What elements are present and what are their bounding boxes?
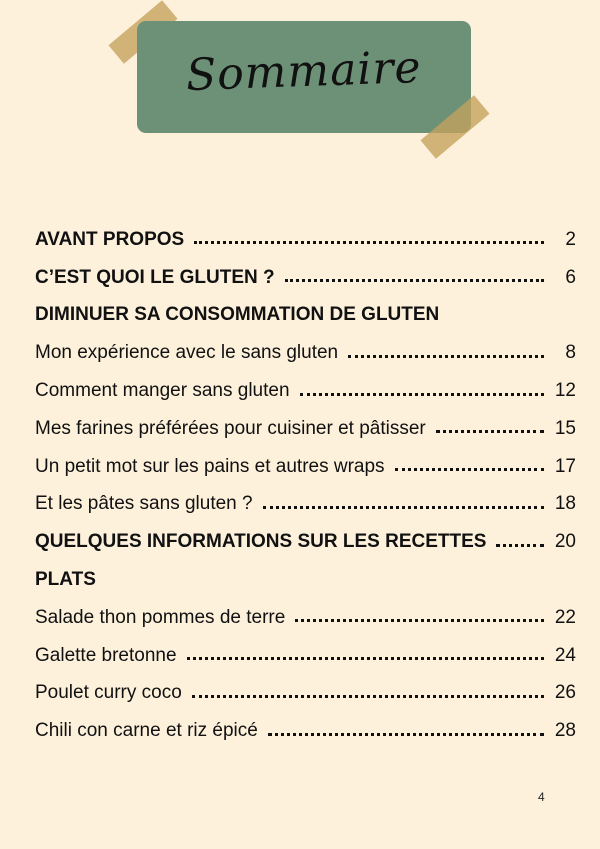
- toc-entry-label: Chili con carne et riz épicé: [35, 720, 258, 742]
- toc-entry-label: QUELQUES INFORMATIONS SUR LES RECETTES: [35, 531, 487, 553]
- toc-entry-label: AVANT PROPOS: [35, 228, 185, 250]
- dot-leader: [295, 619, 544, 622]
- dot-leader: [263, 506, 544, 509]
- toc-entry[interactable]: [35, 334, 576, 372]
- toc-entry-page: 18: [554, 493, 576, 515]
- dot-leader: [436, 430, 544, 433]
- dot-leader: [300, 393, 544, 396]
- toc-entry-label: Un petit mot sur les pains et autres wraps: [35, 455, 385, 477]
- toc-entry-label: Et les pâtes sans gluten ?: [35, 493, 253, 515]
- dot-leader: [268, 733, 544, 736]
- toc-entry[interactable]: [35, 372, 576, 410]
- table-of-contents: [35, 221, 576, 750]
- dot-leader: [187, 657, 544, 660]
- dot-leader: [194, 241, 544, 244]
- toc-entry[interactable]: [35, 637, 576, 675]
- toc-entry-label: Mes farines préférées pour cuisiner et pâtisser: [35, 417, 426, 439]
- toc-entry-page: 28: [554, 720, 576, 742]
- toc-entry-label: Galette bretonne: [35, 644, 177, 666]
- page-number: 4: [538, 790, 545, 804]
- toc-entry-label: Poulet curry coco: [35, 682, 182, 704]
- toc-entry[interactable]: [35, 712, 576, 750]
- dot-leader: [395, 468, 544, 471]
- toc-entry-page: 12: [554, 380, 576, 402]
- toc-entry[interactable]: [35, 486, 576, 524]
- toc-entry-page: 15: [554, 417, 576, 439]
- toc-entry[interactable]: [35, 259, 576, 297]
- toc-entry-label: Comment manger sans gluten: [35, 380, 290, 402]
- page-title: Sommaire: [185, 41, 423, 101]
- toc-entry[interactable]: [35, 561, 576, 599]
- toc-entry-page: 6: [565, 266, 576, 288]
- toc-entry-label: Mon expérience avec le sans gluten: [35, 342, 339, 364]
- toc-entry[interactable]: [35, 599, 576, 637]
- toc-entry-page: 2: [565, 228, 576, 250]
- toc-entry-page: 17: [554, 455, 576, 477]
- toc-entry-label: DIMINUER SA CONSOMMATION DE GLUTEN: [35, 304, 440, 326]
- toc-entry-page: 20: [554, 531, 576, 553]
- dot-leader: [348, 355, 544, 358]
- toc-entry[interactable]: [35, 410, 576, 448]
- toc-entry[interactable]: [35, 448, 576, 486]
- dot-leader: [496, 544, 544, 547]
- toc-entry-label: PLATS: [35, 569, 96, 591]
- toc-entry-page: 22: [554, 606, 576, 628]
- toc-entry-page: 26: [554, 682, 576, 704]
- toc-entry[interactable]: [35, 297, 576, 335]
- dot-leader: [285, 279, 544, 282]
- toc-entry-page: 8: [565, 342, 576, 364]
- toc-entry-label: Salade thon pommes de terre: [35, 606, 286, 628]
- toc-entry[interactable]: [35, 675, 576, 713]
- title-card: [137, 21, 471, 133]
- toc-entry[interactable]: [35, 523, 576, 561]
- dot-leader: [192, 695, 544, 698]
- toc-entry-label: C’EST QUOI LE GLUTEN ?: [35, 266, 275, 288]
- toc-entry[interactable]: [35, 221, 576, 259]
- toc-entry-page: 24: [554, 644, 576, 666]
